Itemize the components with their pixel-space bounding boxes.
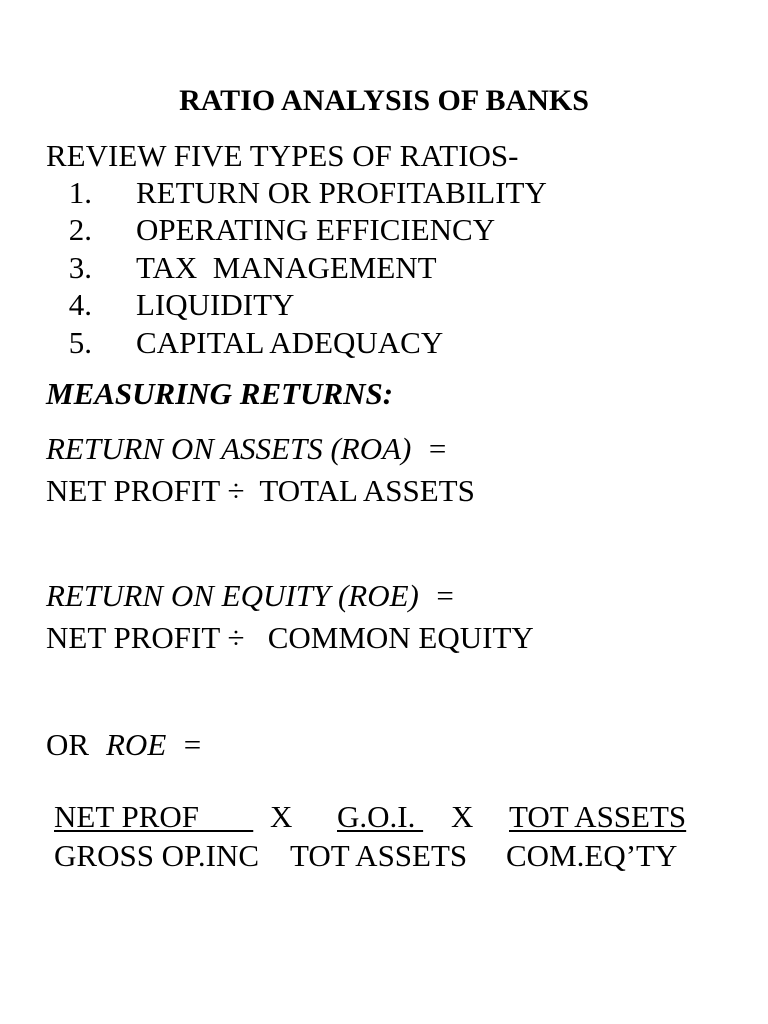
multiply-operator: X <box>451 799 474 834</box>
roe-formula: NET PROFIT ÷ COMMON EQUITY <box>46 620 534 655</box>
roe-alt-prefix: OR <box>46 727 90 762</box>
numerator-goi: G.O.I. <box>337 799 424 834</box>
list-number: 1. <box>68 175 92 210</box>
numerator-net-profit: NET PROF <box>54 799 254 834</box>
list-item-label: RETURN OR PROFITABILITY <box>136 175 547 210</box>
list-item-label: TAX MANAGEMENT <box>136 250 437 285</box>
section-heading: MEASURING RETURNS: <box>46 376 394 411</box>
denominator-common-equity: COM.EQ’TY <box>506 838 678 873</box>
roe-alt-label: ROE = <box>106 727 203 762</box>
list-item-label: LIQUIDITY <box>136 287 295 322</box>
list-number: 4. <box>68 287 92 322</box>
roe-label: RETURN ON EQUITY (ROE) = <box>46 578 456 613</box>
list-item-label: CAPITAL ADEQUACY <box>136 325 444 360</box>
list-number: 3. <box>68 250 92 285</box>
page-title: RATIO ANALYSIS OF BANKS <box>179 84 589 117</box>
denominator-gross-op-inc: GROSS OP.INC <box>54 838 260 873</box>
list-number: 2. <box>68 212 92 247</box>
list-number: 5. <box>68 325 92 360</box>
denominator-total-assets: TOT ASSETS <box>290 838 468 873</box>
list-item-label: OPERATING EFFICIENCY <box>136 212 496 247</box>
multiply-operator: X <box>270 799 293 834</box>
numerator-total-assets: TOT ASSETS <box>509 799 687 834</box>
roa-label: RETURN ON ASSETS (ROA) = <box>46 431 448 466</box>
roa-formula: NET PROFIT ÷ TOTAL ASSETS <box>46 473 475 508</box>
intro-text: REVIEW FIVE TYPES OF RATIOS- <box>46 138 519 173</box>
